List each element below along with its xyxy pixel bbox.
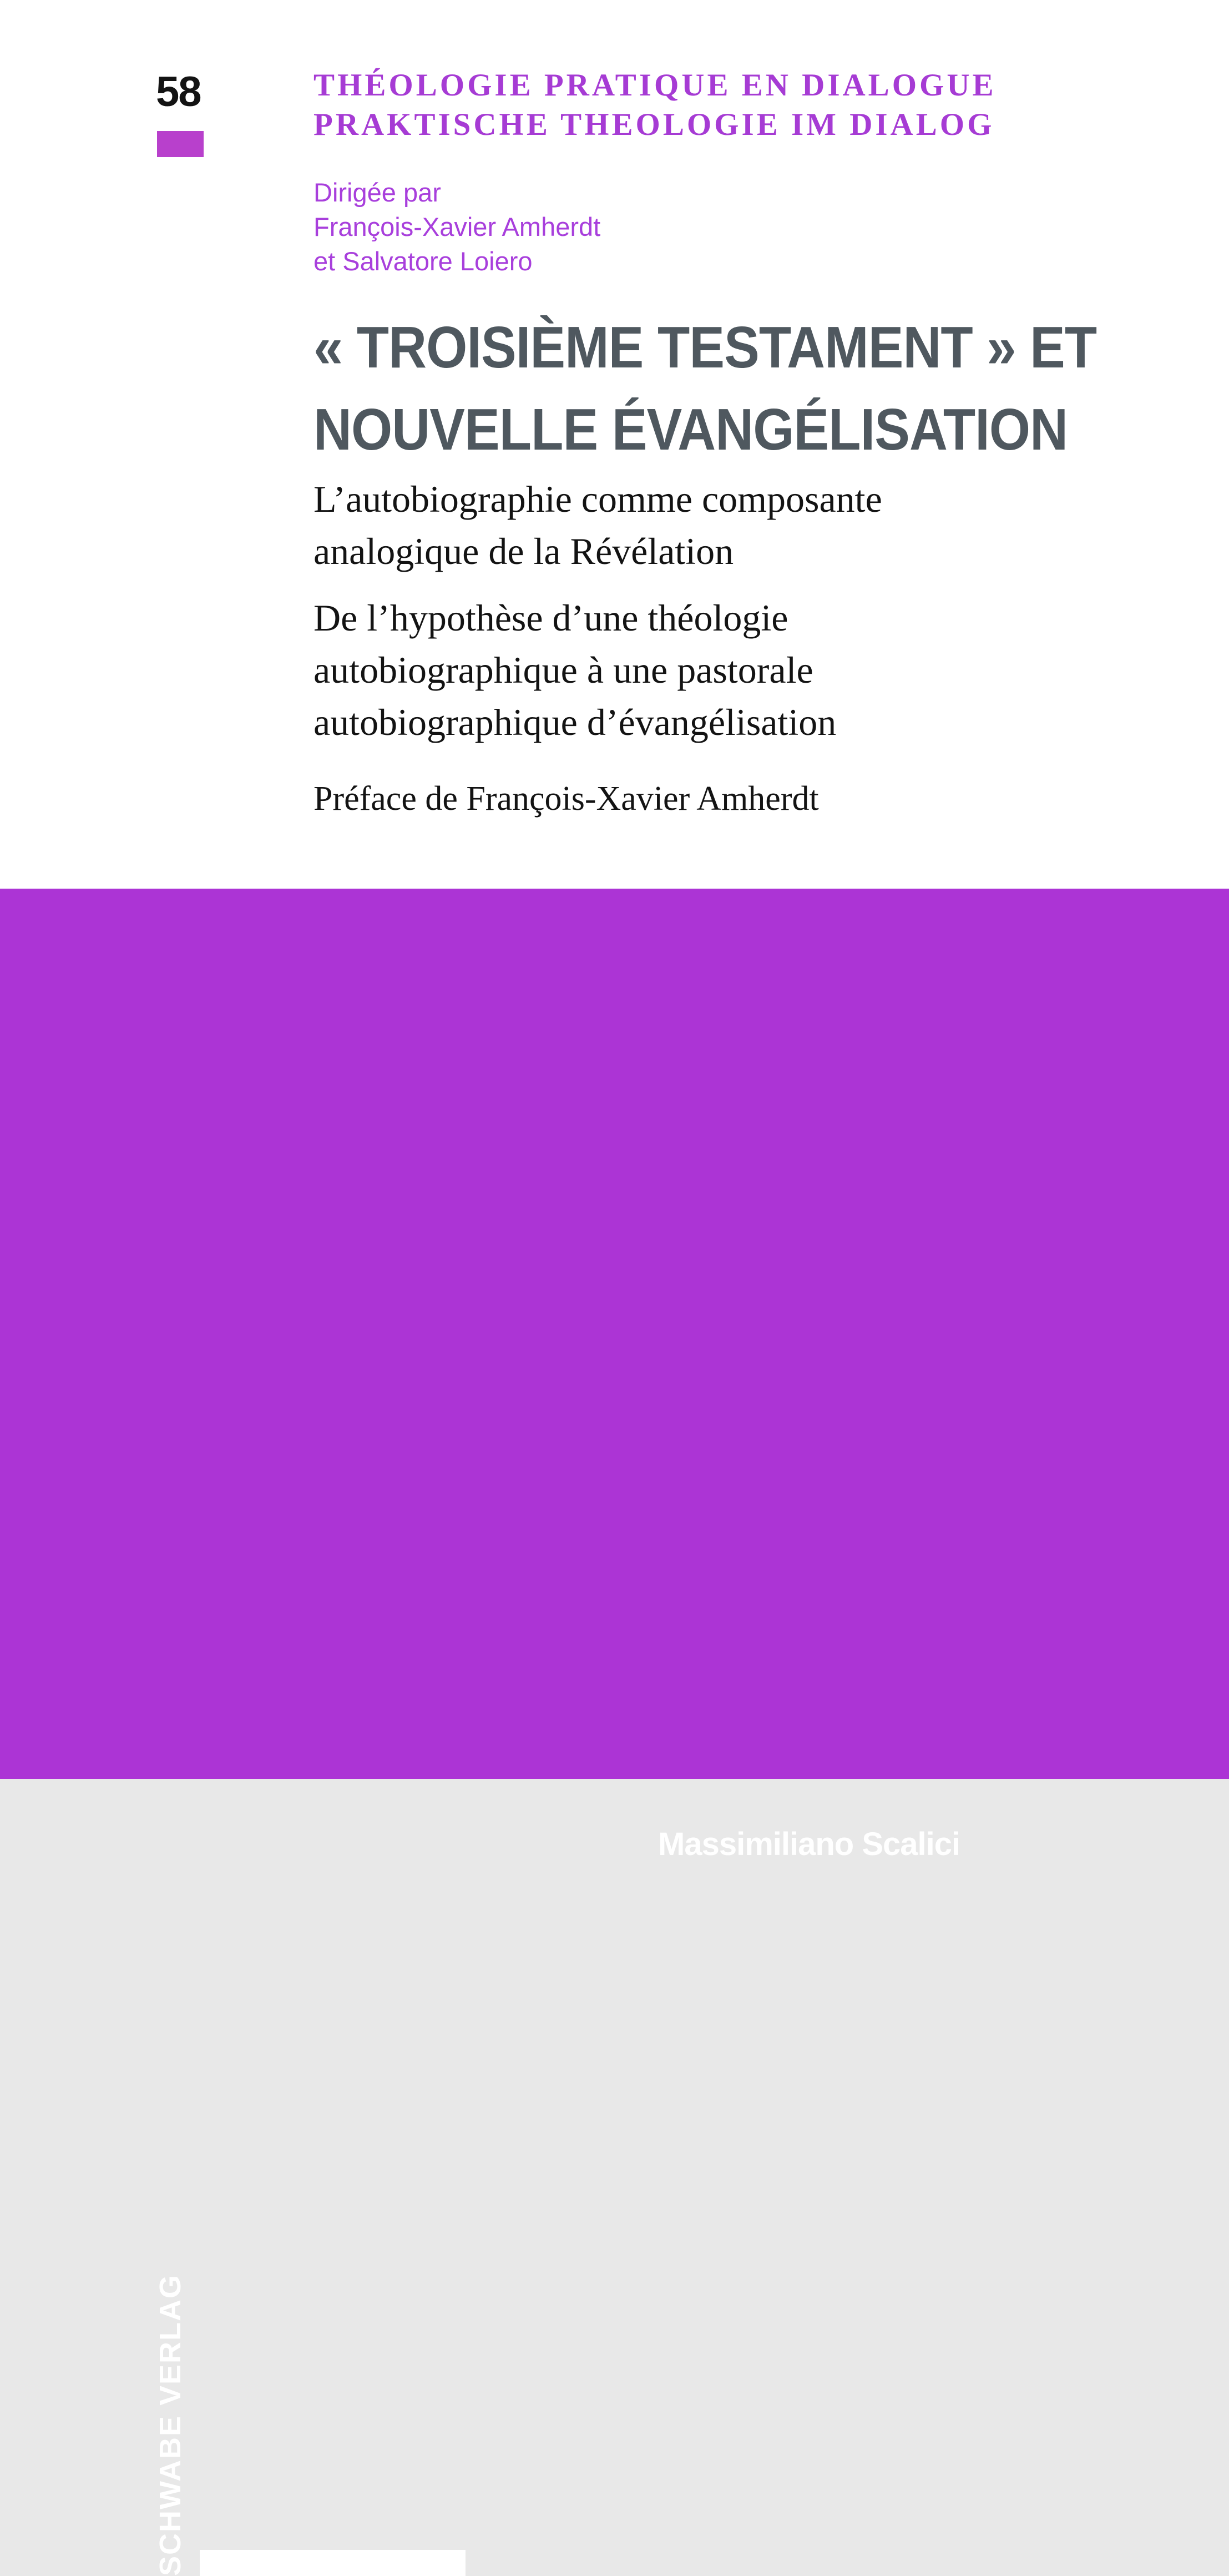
series-title	[313, 65, 997, 144]
publisher-underline-bar	[200, 2550, 466, 2576]
subtitle-2-line-3: autobiographique d’évangélisation	[313, 701, 837, 743]
book-subtitle-paragraph-2	[313, 592, 836, 748]
series-editors	[313, 175, 600, 279]
series-color-square	[157, 131, 204, 157]
book-title-line-1: « TROISIÈME TESTAMENT » ET	[313, 315, 1097, 380]
preface-credit: Préface de François-Xavier Amherdt	[313, 780, 819, 818]
book-title	[313, 306, 1096, 471]
author-name: Massimiliano Scalici	[658, 1826, 960, 1862]
purple-band	[0, 889, 1229, 2576]
book-subtitle-paragraph-1	[313, 473, 882, 577]
series-title-line-2: PRAKTISCHE THEOLOGIE IM DIALOG	[313, 107, 995, 142]
editors-line-3: et Salvatore Loiero	[313, 246, 533, 276]
publisher-logo-text: SCHWABE VERLAG	[154, 2273, 187, 2576]
subtitle-1-line-2: analogique de la Révélation	[313, 530, 734, 572]
subtitle-2-line-2: autobiographique à une pastorale	[313, 649, 813, 691]
editors-line-1: Dirigée par	[313, 178, 441, 207]
book-title-line-2: NOUVELLE ÉVANGÉLISATION	[313, 397, 1068, 462]
series-volume-number: 58	[156, 68, 201, 115]
subtitle-2-line-1: De l’hypothèse d’une théologie	[313, 597, 788, 639]
editors-line-2: François-Xavier Amherdt	[313, 212, 601, 241]
series-title-line-1: THÉOLOGIE PRATIQUE EN DIALOGUE	[313, 68, 997, 103]
subtitle-1-line-1: L’autobiographie comme composante	[313, 478, 882, 520]
